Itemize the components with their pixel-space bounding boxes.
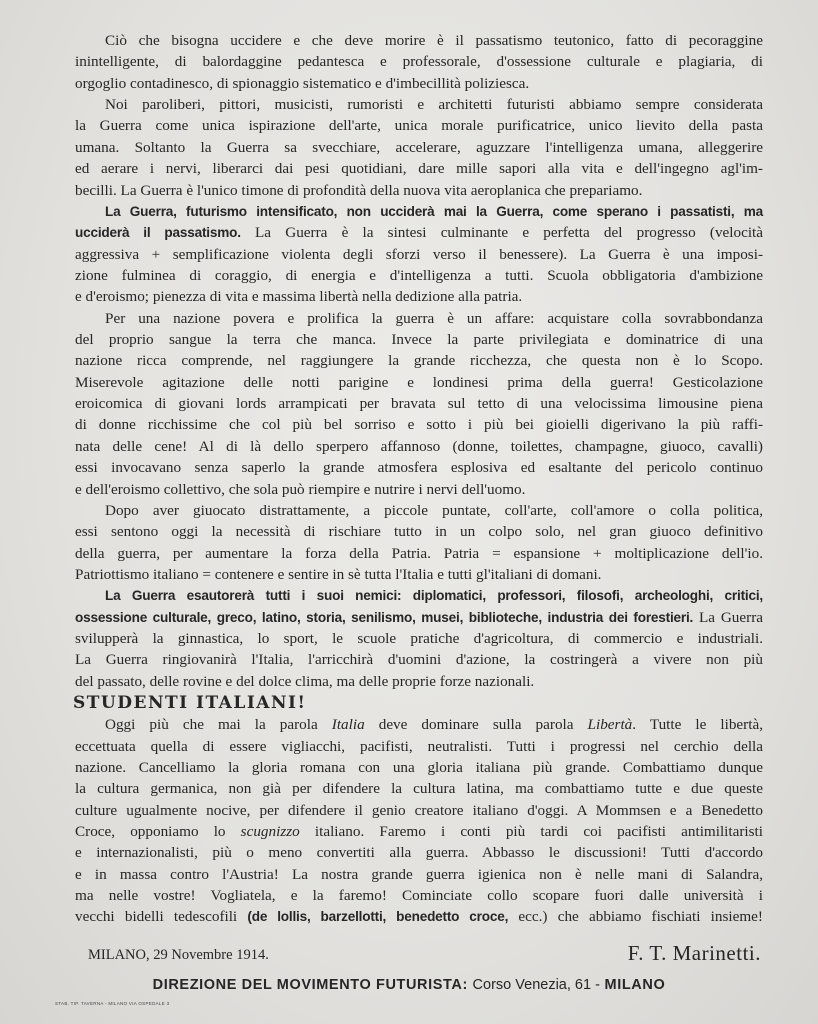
- text-segment: La Guerra ringiovanirà l'Italia, l'arricchirà d'uomini d'azione, la costringerà a vivere non più: [75, 651, 763, 669]
- bold-text: (de lollis, barzellotti, benedetto croce,: [247, 909, 509, 925]
- text-segment: La Guerra è la sintesi culminante e perfetta del progresso (velocità: [240, 224, 764, 242]
- text-segment: becilli. La Guerra è l'unico timone di profondità della nuova vita aeroplanica che prepariamo.: [75, 181, 643, 199]
- text-line: [75, 842, 763, 863]
- date-line: MILANO, 29 Novembre 1914.: [88, 947, 269, 963]
- text-segment: eroicomica di giovani lords arrampicati per bravata sul tetto di una velocissima limousine piena: [75, 395, 763, 413]
- text-segment: Ciò che bisogna uccidere e che deve morire è il passatismo teutonico, fatto di pecoraggine: [105, 32, 763, 49]
- text-line: [75, 821, 763, 842]
- text-line: [75, 778, 763, 799]
- text-segment: ma nelle vostre! Vogliatela, e la faremo! Cominciate collo scopare fuori dalle università i: [75, 887, 763, 905]
- bold-text: La Guerra esautorerà tutti i suoi nemici: diplomatici, professori, filosofi, archeologhi, critici,: [105, 588, 763, 604]
- text-line: [75, 372, 763, 393]
- text-line: [75, 800, 763, 821]
- text-segment: umana. Soltanto la Guerra sa svecchiare, accelerare, aguzzare l'intelligenza umana, alleggerire: [75, 138, 763, 156]
- text-line: [75, 671, 763, 692]
- street-address: Corso Venezia, 61 -: [472, 977, 600, 993]
- text-segment: della guerra, per aumentare la forza della Patria. Patria = espansione + moltiplicazione dell'io.: [75, 544, 763, 562]
- signature: F. T. Marinetti.: [627, 941, 761, 965]
- text-line: [75, 585, 763, 606]
- text-segment: di donne ricchissime che col più bel sorriso e sotto i più bei gioielli digerivano la più raffi-: [75, 416, 763, 434]
- paragraph: [75, 500, 763, 585]
- text-line: [75, 286, 763, 307]
- manifesto-body: [75, 30, 763, 928]
- text-line: [75, 436, 763, 457]
- italic-text: Libertà: [587, 716, 633, 734]
- text-segment: del proprio sangue la terra che manca. Invece la parte privilegiata e dominatrice di una: [75, 331, 763, 349]
- text-line: [75, 500, 763, 521]
- text-line: [75, 479, 763, 500]
- text-segment: del passato, delle rovine e del dolce clima, ma delle proprie forze nazionali.: [75, 672, 535, 690]
- text-line: [75, 94, 763, 115]
- text-line: [75, 736, 763, 757]
- text-segment: Miserevole agitazione delle notti parigine e londinesi prima della guerra! Gesticolazione: [75, 373, 763, 391]
- text-segment: orgoglio contadinesco, di spionaggio sistematico e d'imbecillità poliziesca.: [75, 74, 530, 92]
- text-line: [75, 864, 763, 885]
- paragraph: [75, 201, 763, 308]
- text-segment: svilupperà la ginnastica, lo sport, le scuole pratiche d'agricoltura, di commercio e industriali.: [75, 630, 763, 648]
- text-segment: e in massa contro l'Austria! La nostra grande guerra igienica non è nelle mani di Salandra,: [75, 865, 763, 883]
- text-line: [75, 73, 763, 94]
- text-segment: aggressiva + semplificazione violenta degli sforzi verso il benessere). La Guerra è una imposi-: [75, 245, 763, 263]
- city: MILANO: [604, 977, 666, 993]
- text-line: [75, 885, 763, 906]
- bold-text: ucciderà il passatismo.: [75, 225, 241, 241]
- text-segment: Dopo aver giuocato distrattamente, a piccole puntate, coll'arte, coll'amore o colla politica,: [105, 501, 763, 519]
- text-segment: . Tutte le libertà,: [632, 716, 763, 734]
- text-segment: essi sentono oggi la necessità di rischiare tutto in un colpo solo, nel gran giuoco definitivo: [75, 523, 763, 541]
- text-segment: italiano. Faremo i conti più tardi coi pacifisti antimilitaristi: [299, 822, 763, 840]
- text-line: [75, 30, 763, 51]
- text-line: [75, 521, 763, 542]
- text-line: [75, 222, 763, 243]
- text-segment: ecc.) che abbiamo fischiati insieme!: [508, 908, 763, 926]
- text-segment: essi invocavano senza saperlo la grande atmosfera esplosiva ed esaltante del pericolo continuo: [75, 459, 763, 477]
- text-segment: e internazionalisti, più o meno convertiti alla guerra. Abbasso le discussioni! Tutti d'accordo: [75, 844, 763, 862]
- text-line: [75, 265, 763, 286]
- text-segment: Per una nazione povera e prolifica la guerra è un affare: acquistare colla sovrabbondanza: [105, 309, 763, 327]
- text-line: [75, 137, 763, 158]
- text-line: [75, 201, 763, 222]
- direction-address: [0, 977, 818, 993]
- text-line: [75, 115, 763, 136]
- text-segment: Oggi più che mai la parola: [105, 716, 332, 734]
- text-line: [75, 308, 763, 329]
- paragraph: [75, 585, 763, 692]
- text-line: [75, 350, 763, 371]
- text-segment: deve dominare sulla parola: [364, 716, 588, 734]
- text-line: [75, 329, 763, 350]
- text-line: [75, 628, 763, 649]
- text-segment: ed aerare i nervi, liberarci dai pesi quotidiani, dare mille sapori alla vita e dell'ingegno agl'im-: [75, 160, 763, 178]
- paragraph: [75, 30, 763, 94]
- text-line: [75, 757, 763, 778]
- text-line: [75, 244, 763, 265]
- direction-label: DIREZIONE DEL MOVIMENTO FUTURISTA:: [152, 977, 468, 993]
- text-segment: vecchi bidelli tedescofili: [75, 908, 248, 926]
- text-line: [75, 564, 763, 585]
- text-line: [75, 649, 763, 670]
- printer-imprint: STAB. TIP. TAVERNA - MILANO VIA OSPEDALE 3: [55, 1001, 170, 1006]
- text-segment: Patriottismo italiano = contenere e sentire in sè tutta l'Italia e tutti gl'italiani di domani.: [75, 565, 602, 583]
- text-line: [75, 607, 763, 628]
- text-line: [75, 906, 763, 927]
- bold-text: ossessione culturale, greco, latino, storia, senilismo, musei, biblioteche, industria dei forestieri.: [75, 609, 694, 625]
- text-segment: inintelligente, di balordaggine pedantesca e professorale, d'ossessione culturale e plagiaria, di: [75, 53, 763, 71]
- text-segment: e d'eroismo; pienezza di vita e massima libertà nella dedizione alla patria.: [75, 288, 523, 306]
- text-segment: eccettuata quella di essere vigliacchi, pacifisti, neutralisti. Tutti i progressi nel cerchio della: [75, 737, 763, 755]
- text-segment: nazione ricca comprende, nel raggiungere la grande ricchezza, che questa non è lo Scopo.: [75, 352, 763, 370]
- bold-text: La Guerra, futurismo intensificato, non ucciderà mai la Guerra, come sperano i passatisti, ma: [105, 203, 763, 219]
- text-segment: Noi paroliberi, pittori, musicisti, rumoristi e architetti futuristi abbiamo sempre considerata: [105, 96, 763, 114]
- text-line: [75, 393, 763, 414]
- text-segment: La Guerra: [693, 608, 763, 626]
- text-line: [75, 714, 763, 735]
- paragraph: [75, 714, 763, 928]
- text-segment: e dell'eroismo collettivo, che sola può riempire e nutrire i nervi dell'uomo.: [75, 480, 526, 498]
- text-segment: la cultura germanica, non già per difendere la cultura latina, ma combattiamo tutte e due queste: [75, 780, 763, 798]
- paragraph: [75, 308, 763, 500]
- section-heading: STUDENTI ITALIANI!: [73, 693, 307, 714]
- text-segment: nazione. Cancelliamo la gloria romana con una gloria italiana più grande. Combattiamo dunque: [75, 758, 763, 776]
- text-line: [75, 180, 763, 201]
- text-segment: zione fulminea di coraggio, di energia e d'intelligenza a tutti. Scuola obbligatoria d'ambizione: [75, 266, 763, 284]
- italic-text: scugnizzo: [240, 822, 300, 840]
- text-segment: la Guerra come unica ispirazione dell'arte, unica morale purificatrice, unico lievito della pasta: [75, 117, 763, 135]
- text-segment: nata delle cene! Al di là dello sperpero affannoso (donne, toilettes, champagne, giuoco, cavalli): [75, 437, 763, 455]
- text-line: [75, 457, 763, 478]
- text-line: [75, 414, 763, 435]
- text-line: [75, 543, 763, 564]
- paragraph: [75, 94, 763, 201]
- italic-text: Italia: [331, 716, 365, 734]
- text-segment: Croce, opponiamo lo: [75, 822, 241, 840]
- text-segment: culture ugualmente nocive, per difendere il genio creatore italiano d'oggi. A Mommsen e a Benedetto: [75, 801, 763, 819]
- text-line: [75, 158, 763, 179]
- text-line: [75, 51, 763, 72]
